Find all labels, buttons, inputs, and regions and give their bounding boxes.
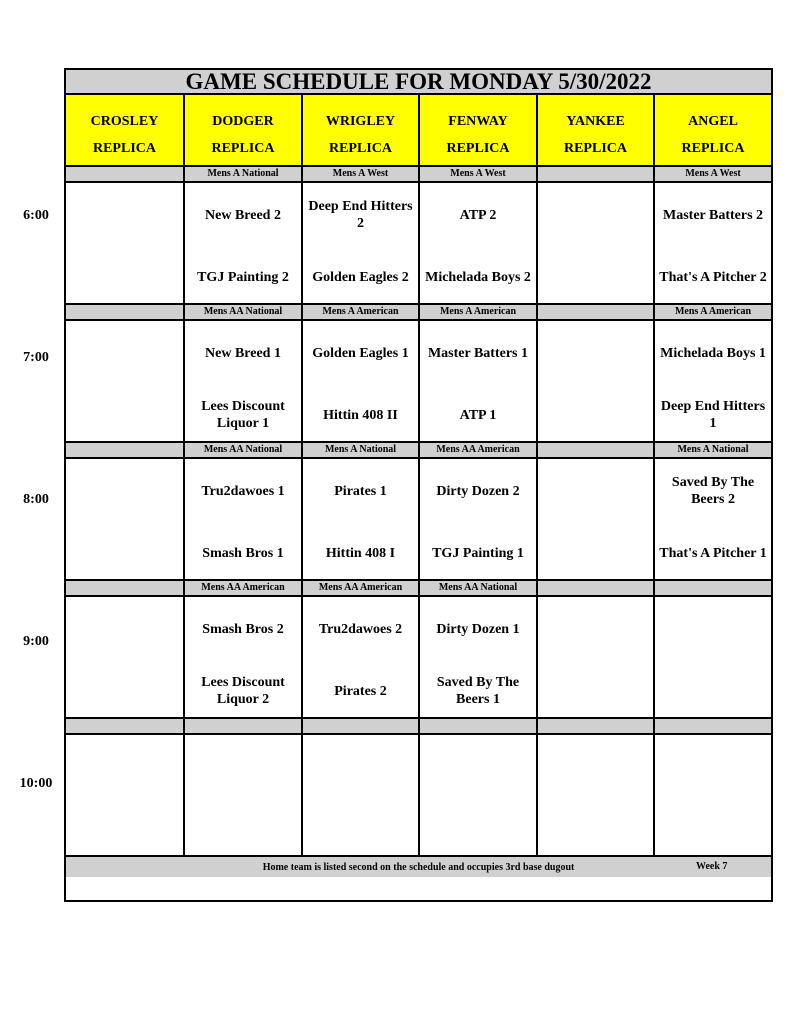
- game-cell: [302, 320, 419, 442]
- game-cell: [419, 320, 537, 442]
- game-cell: [66, 734, 184, 856]
- away-team: Saved By The Beers 2: [671, 475, 755, 507]
- game-cell: [302, 458, 419, 580]
- field-header: [66, 94, 184, 166]
- field-name: YANKEE: [566, 113, 625, 129]
- away-team: Michelada Boys 1: [660, 345, 766, 361]
- game-cell: [654, 320, 771, 442]
- time-label: 7:00: [23, 350, 49, 365]
- home-team: Lees Discount Liquor 2: [201, 675, 285, 707]
- division-label: [654, 580, 771, 596]
- division-label: [66, 580, 184, 596]
- away-team: Dirty Dozen 2: [436, 483, 520, 499]
- division-row: [66, 580, 771, 596]
- home-team: Michelada Boys 2: [425, 269, 531, 285]
- division-label: [184, 718, 302, 734]
- game-cell: [302, 596, 419, 718]
- division-row: [66, 166, 771, 182]
- field-subtitle: REPLICA: [211, 140, 275, 156]
- game-cell: [537, 320, 654, 442]
- time-slot-row: [66, 458, 771, 580]
- division-row: [66, 304, 771, 320]
- division-label: [537, 166, 654, 182]
- home-team: Smash Bros 1: [202, 545, 284, 561]
- home-team: Saved By The Beers 1: [436, 675, 520, 707]
- division-label: [66, 442, 184, 458]
- division-label: Mens A American: [654, 304, 771, 320]
- division-label: Mens AA National: [184, 442, 302, 458]
- field-name: ANGEL: [688, 113, 738, 129]
- time-slot-row: [66, 596, 771, 718]
- division-label: [654, 718, 771, 734]
- time-slot-row: [66, 182, 771, 304]
- time-label: 6:00: [23, 208, 49, 223]
- footer-row: [66, 856, 771, 877]
- home-team: Hittin 408 I: [325, 545, 396, 561]
- away-team: Deep End Hitters 2: [308, 199, 413, 231]
- home-team: Golden Eagles 2: [312, 269, 409, 285]
- home-team: Lees Discount Liquor 1: [201, 399, 285, 431]
- home-team: That's A Pitcher 2: [659, 269, 767, 285]
- division-label: Mens A American: [302, 304, 419, 320]
- schedule-table: [66, 70, 771, 877]
- division-label: Mens AA National: [419, 580, 537, 596]
- away-team: Smash Bros 2: [202, 621, 284, 637]
- game-cell: [184, 458, 302, 580]
- schedule-grid: [64, 68, 773, 902]
- division-label: [419, 718, 537, 734]
- field-header: [302, 94, 419, 166]
- field-header: [184, 94, 302, 166]
- away-team: Tru2dawoes 1: [201, 483, 285, 499]
- time-label: 9:00: [23, 634, 49, 649]
- away-team: Golden Eagles 1: [312, 345, 409, 361]
- away-team: Tru2dawoes 2: [318, 621, 403, 637]
- time-slot-row: [66, 734, 771, 856]
- title-row: [66, 70, 771, 94]
- home-team: Pirates 2: [334, 683, 387, 699]
- field-header: [419, 94, 537, 166]
- away-team: New Breed 1: [205, 345, 281, 361]
- away-team: Master Batters 2: [663, 207, 764, 223]
- game-cell: [537, 182, 654, 304]
- field-subtitle: REPLICA: [446, 140, 510, 156]
- division-label: [537, 580, 654, 596]
- time-label: 8:00: [23, 492, 49, 507]
- division-label: Mens A National: [654, 442, 771, 458]
- division-label: Mens A National: [302, 442, 419, 458]
- game-cell: [654, 596, 771, 718]
- footer-note: Home team is listed second on the schedule and occupies 3rd base dugout: [262, 861, 575, 873]
- field-subtitle: REPLICA: [681, 140, 745, 156]
- home-team: TGJ Painting 1: [432, 545, 524, 561]
- game-cell: [654, 182, 771, 304]
- division-label: [66, 166, 184, 182]
- game-cell: [302, 734, 419, 856]
- field-subtitle: REPLICA: [328, 140, 392, 156]
- division-label: Mens AA American: [302, 580, 419, 596]
- game-cell: [537, 458, 654, 580]
- field-name: DODGER: [212, 113, 274, 129]
- week-label: Week 7: [696, 861, 728, 872]
- division-label: Mens A West: [654, 166, 771, 182]
- division-row: [66, 718, 771, 734]
- game-cell: [419, 734, 537, 856]
- away-team: New Breed 2: [205, 207, 281, 223]
- game-cell: [66, 182, 184, 304]
- away-team: Master Batters 1: [427, 345, 529, 361]
- division-label: Mens AA American: [184, 580, 302, 596]
- field-header: [654, 94, 771, 166]
- game-cell: [537, 734, 654, 856]
- division-label: [66, 718, 184, 734]
- field-header-row: [66, 94, 771, 166]
- division-label: Mens AA American: [419, 442, 537, 458]
- field-subtitle: REPLICA: [563, 140, 627, 156]
- division-label: Mens A West: [419, 166, 537, 182]
- game-cell: [184, 596, 302, 718]
- away-team: ATP 2: [459, 207, 497, 223]
- game-cell: [419, 458, 537, 580]
- game-cell: [419, 596, 537, 718]
- page-title: GAME SCHEDULE FOR MONDAY 5/30/2022: [66, 70, 771, 94]
- division-label: [537, 442, 654, 458]
- division-row: [66, 442, 771, 458]
- division-label: Mens A West: [302, 166, 419, 182]
- game-cell: [184, 182, 302, 304]
- game-cell: [537, 596, 654, 718]
- game-cell: [419, 182, 537, 304]
- away-team: Pirates 1: [334, 483, 387, 499]
- footer-cell: [66, 856, 771, 877]
- division-label: [537, 718, 654, 734]
- game-cell: [66, 320, 184, 442]
- home-team: TGJ Painting 2: [197, 269, 289, 285]
- field-name: WRIGLEY: [325, 113, 396, 129]
- game-cell: [302, 182, 419, 304]
- time-label: 10:00: [19, 776, 53, 791]
- division-label: [537, 304, 654, 320]
- field-header: [537, 94, 654, 166]
- division-label: Mens AA National: [184, 304, 302, 320]
- game-cell: [66, 596, 184, 718]
- home-team: Hittin 408 II: [323, 407, 398, 423]
- game-cell: [654, 458, 771, 580]
- division-label: Mens A National: [184, 166, 302, 182]
- game-cell: [184, 320, 302, 442]
- field-name: FENWAY: [448, 113, 508, 129]
- home-team: Deep End Hitters 1: [660, 399, 766, 431]
- field-subtitle: REPLICA: [92, 140, 156, 156]
- game-cell: [66, 458, 184, 580]
- division-label: [302, 718, 419, 734]
- field-name: CROSLEY: [90, 113, 159, 129]
- division-label: Mens A American: [419, 304, 537, 320]
- home-team: That's A Pitcher 1: [659, 545, 767, 561]
- home-team: ATP 1: [459, 407, 497, 423]
- game-cell: [654, 734, 771, 856]
- game-cell: [184, 734, 302, 856]
- time-slot-row: [66, 320, 771, 442]
- away-team: Dirty Dozen 1: [436, 621, 520, 637]
- division-label: [66, 304, 184, 320]
